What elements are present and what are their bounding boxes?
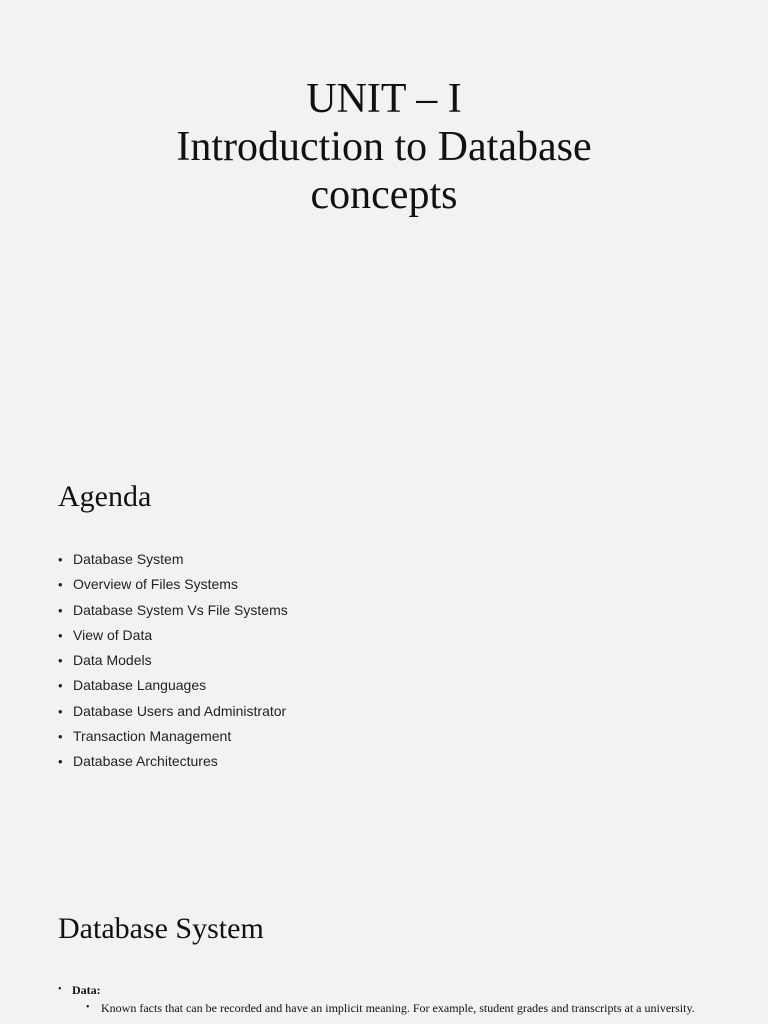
title-line-2: Introduction to Database xyxy=(176,124,592,170)
agenda-item xyxy=(58,749,288,774)
bullet-icon: • xyxy=(58,653,63,669)
bullet-icon: • xyxy=(58,754,63,770)
title-slide xyxy=(0,0,768,432)
agenda-item xyxy=(58,598,288,623)
agenda-item xyxy=(58,699,288,724)
agenda-item-label: Transaction Management xyxy=(73,728,232,745)
agenda-item-label: Database Languages xyxy=(73,677,207,694)
agenda-slide xyxy=(0,432,768,864)
agenda-item-label: Data Models xyxy=(73,652,152,669)
title-line-3: concepts xyxy=(310,172,458,218)
agenda-item xyxy=(58,648,288,673)
bullet-icon: • xyxy=(58,577,63,593)
bullet-icon: • xyxy=(58,552,63,567)
bullet-icon: • xyxy=(58,627,63,643)
agenda-item-label: Database Architectures xyxy=(73,753,218,770)
data-label: Data: xyxy=(72,983,101,997)
agenda-list xyxy=(58,547,288,775)
agenda-item-label: Database System Vs File Systems xyxy=(73,601,288,618)
bullet-icon: • xyxy=(58,984,62,995)
agenda-item xyxy=(58,623,288,648)
agenda-item xyxy=(58,572,288,597)
list-sub-item xyxy=(58,1001,718,1015)
list-item xyxy=(58,982,718,998)
database-system-heading: Database System xyxy=(58,912,264,945)
agenda-item-label: Database System xyxy=(73,551,184,567)
agenda-item-label: Database Users and Administrator xyxy=(73,702,287,719)
slide-title xyxy=(0,75,768,219)
bullet-icon: • xyxy=(58,703,63,719)
agenda-item-label: Overview of Files Systems xyxy=(73,576,238,593)
agenda-item xyxy=(58,724,288,749)
bullet-icon: • xyxy=(86,1002,90,1013)
database-system-slide xyxy=(0,864,768,1024)
database-system-body xyxy=(58,982,718,1015)
agenda-heading: Agenda xyxy=(58,480,152,513)
agenda-item xyxy=(58,673,288,698)
agenda-item-label: View of Data xyxy=(73,626,153,643)
bullet-icon: • xyxy=(58,678,63,694)
bullet-icon: • xyxy=(58,729,63,745)
data-definition-text: Known facts that can be recorded and have an implicit meaning. For example, student grades and transcripts at a university. xyxy=(101,1001,695,1015)
bullet-icon: • xyxy=(58,602,63,618)
agenda-item xyxy=(58,547,288,572)
title-line-1: UNIT – I xyxy=(306,76,462,122)
